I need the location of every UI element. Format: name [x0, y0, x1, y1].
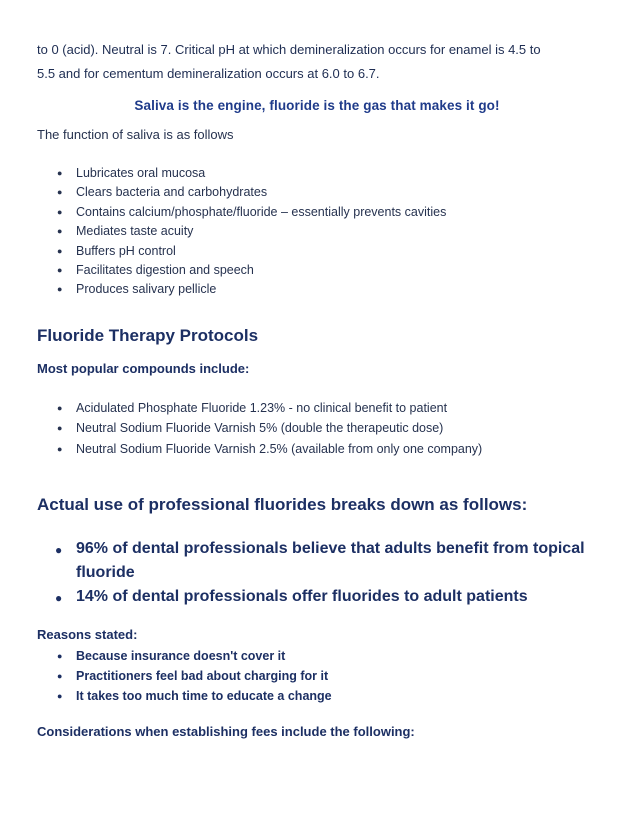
list-item: ● 14% of dental professionals offer fluorides to adult patients — [37, 585, 597, 609]
bullet-icon: ● — [57, 226, 63, 237]
bullet-icon: ● — [57, 265, 63, 276]
protocols-heading: Fluoride Therapy Protocols — [37, 325, 259, 345]
list-item: ● Neutral Sodium Fluoride Varnish 2.5% (available from only one company) — [37, 439, 597, 460]
bullet-icon: ● — [57, 423, 63, 434]
saliva-slogan: Saliva is the engine, fluoride is the gas that makes it go! — [134, 98, 500, 113]
list-item: ● Neutral Sodium Fluoride Varnish 5% (double the therapeutic dose) — [37, 418, 597, 439]
reasons-list — [37, 646, 597, 706]
bullet-icon: ● — [57, 651, 63, 662]
saliva-functions-list — [37, 164, 597, 300]
bullet-icon: ● — [57, 671, 63, 682]
list-item: ● 96% of dental professionals believe that adults benefit from topical fluoride — [55, 540, 585, 582]
bullet-icon: ● — [57, 168, 63, 178]
list-item: ● Produces salivary pellicle — [37, 280, 597, 299]
bullet-icon: ● — [57, 187, 63, 198]
list-item: ● Because insurance doesn't cover it — [37, 646, 597, 666]
list-item: ● Practitioners feel bad about charging for it — [37, 666, 597, 686]
bullet-icon: ● — [55, 543, 63, 558]
list-item: ● Mediates taste acuity — [37, 222, 597, 241]
list-item: ● Contains calcium/phosphate/fluoride – essentially prevents cavities — [37, 203, 597, 222]
list-item: ● Lubricates oral mucosa — [37, 164, 597, 183]
intro-paragraph — [37, 38, 597, 86]
list-item: ● Buffers pH control — [37, 242, 597, 261]
bullet-icon: ● — [57, 245, 63, 256]
list-item: ● Acidulated Phosphate Fluoride 1.23% - no clinical benefit to patient — [37, 398, 597, 419]
reasons-heading: Reasons stated: — [37, 627, 138, 643]
intro-line-1: to 0 (acid). Neutral is 7. Critical pH at which demineralization occurs for enamel is 4.5 to — [37, 42, 541, 57]
bullet-icon: ● — [55, 591, 63, 606]
bullet-icon: ● — [57, 206, 63, 217]
bullet-icon: ● — [57, 402, 63, 413]
intro-line-2: 5.5 and for cementum demineralization occurs at 6.0 to 6.7. — [37, 66, 380, 81]
fees-heading: Considerations when establishing fees include the following: — [37, 724, 415, 740]
list-item: ● It takes too much time to educate a change — [37, 686, 597, 706]
list-item: ● Facilitates digestion and speech — [37, 261, 597, 280]
bullet-icon: ● — [57, 443, 63, 454]
list-item: ● Clears bacteria and carbohydrates — [37, 183, 597, 202]
saliva-lead-text: The function of saliva is as follows — [37, 127, 234, 142]
usage-heading: Actual use of professional fluorides breaks down as follows: — [37, 495, 528, 515]
bullet-icon: ● — [57, 691, 63, 702]
document-page — [37, 38, 597, 739]
bullet-icon: ● — [57, 284, 63, 295]
usage-stats-list — [37, 537, 597, 609]
compounds-heading: Most popular compounds include: — [37, 360, 250, 376]
compounds-list — [37, 398, 597, 460]
